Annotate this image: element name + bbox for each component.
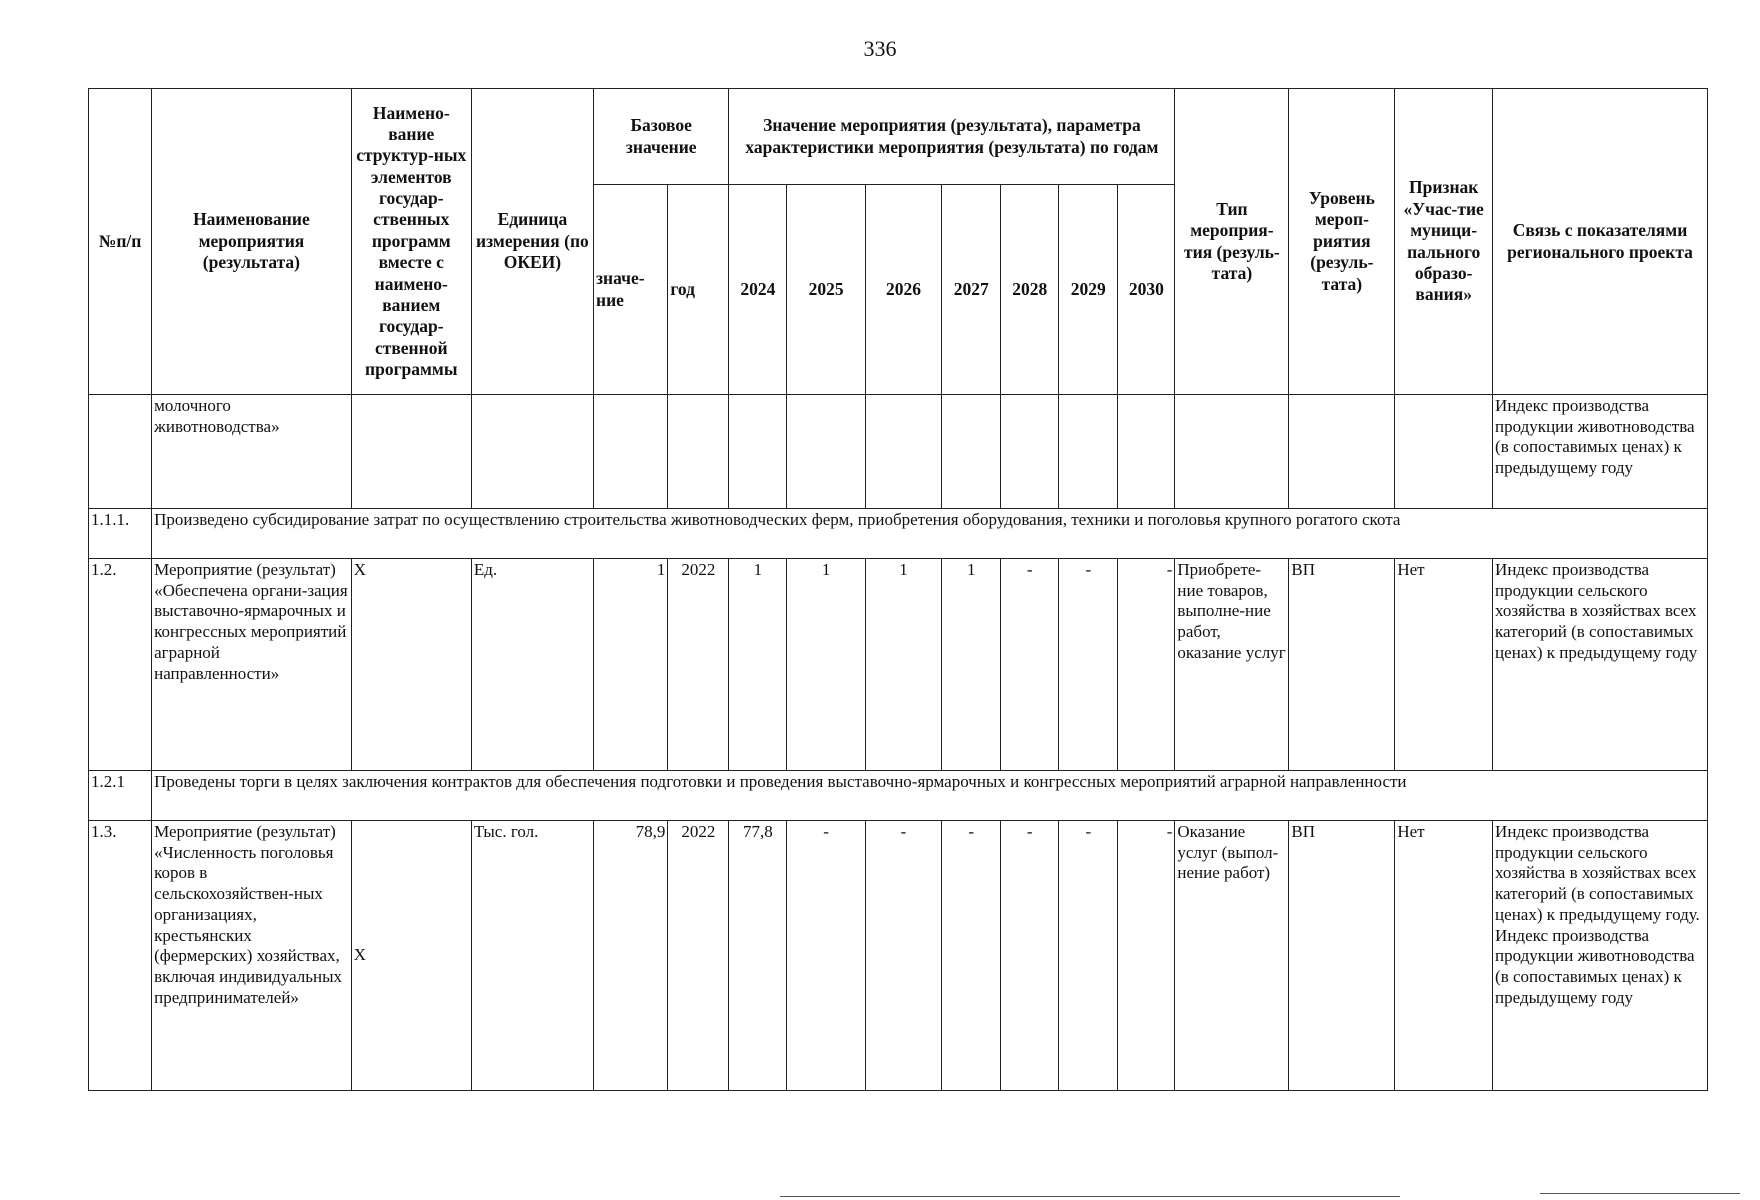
measures-table [88, 88, 1708, 1091]
cell-2029: - [1059, 559, 1118, 771]
header-year-2029: 2029 [1059, 185, 1118, 395]
cell-level: ВП [1289, 559, 1395, 771]
cell-name: молочного животноводства» [152, 395, 352, 509]
cell-num: 1.2. [89, 559, 152, 771]
header-type: Тип мероприя-тия (резуль-тата) [1175, 89, 1289, 395]
header-year-2027: 2027 [942, 185, 1001, 395]
cell-num: 1.1.1. [89, 509, 152, 559]
header-base: Базовое значение [594, 89, 729, 185]
cell-2030: - [1118, 559, 1175, 771]
cell-link: Индекс производства продукции животноводства (в сопоставимых ценах) к предыдущему году [1493, 395, 1708, 509]
cell-2027: - [942, 821, 1001, 1091]
cell-name: Мероприятие (результат) «Численность поголовья коров в сельскохозяйствен-ных организациях, крестьянских (фермерских) хозяйствах, включая индивидуальных предпринимателей» [152, 821, 352, 1091]
cell-base-value: 1 [594, 559, 668, 771]
cell-type: Оказание услуг (выпол-нение работ) [1175, 821, 1289, 1091]
header-year-2026: 2026 [865, 185, 941, 395]
header-link: Связь с показателями регионального проекта [1493, 89, 1708, 395]
cell-task-text: Произведено субсидирование затрат по осуществлению строительства животноводческих ферм, приобретения оборудования, техники и поголовья крупного рогатого скота [152, 509, 1708, 559]
cell-type: Приобрете-ние товаров, выполне-ние работ, оказание услуг [1175, 559, 1289, 771]
cell-link: Индекс производства продукции сельского хозяйства в хозяйствах всех категорий (в сопоставимых ценах) к предыдущему году [1493, 559, 1708, 771]
cell-num [89, 395, 152, 509]
header-base-year: год [668, 185, 729, 395]
cell-2024: 1 [729, 559, 787, 771]
cell-unit: Тыс. гол. [471, 821, 593, 1091]
cell-2025: - [787, 821, 865, 1091]
header-name: Наименование мероприятия (результата) [152, 89, 352, 395]
footer-rule [780, 1196, 1400, 1197]
cell-structural: X [351, 559, 471, 771]
cell-num: 1.2.1 [89, 771, 152, 821]
cell-2024: 77,8 [729, 821, 787, 1091]
cell-2027: 1 [942, 559, 1001, 771]
table-row-continued [89, 395, 1708, 509]
cell-unit: Ед. [471, 559, 593, 771]
cell-2025: 1 [787, 559, 865, 771]
header-year-2024: 2024 [729, 185, 787, 395]
header-structural: Наимено-вание структур-ных элементов государ-ственных программ вместе с наимено-ванием государ-ственной программы [351, 89, 471, 395]
cell-base-year: 2022 [668, 821, 729, 1091]
header-unit: Единица измерения (по ОКЕИ) [471, 89, 593, 395]
header-by-years: Значение мероприятия (результата), параметра характеристики мероприятия (результата) по годам [729, 89, 1175, 185]
header-year-2025: 2025 [787, 185, 865, 395]
footer-rule-right [1540, 1193, 1740, 1194]
cell-link: Индекс производства продукции сельского хозяйства в хозяйствах всех категорий (в сопоставимых ценах) к предыдущему году. Индекс производства продукции животноводства (в сопоставимых ценах) к предыдущему году [1493, 821, 1708, 1091]
cell-2026: - [865, 821, 941, 1091]
cell-municipal: Нет [1395, 559, 1493, 771]
table-row-1-3 [89, 821, 1708, 1091]
cell-2030: - [1118, 821, 1175, 1091]
cell-base-year: 2022 [668, 559, 729, 771]
page-number: 336 [863, 36, 897, 61]
header-base-value: значе-ние [594, 185, 668, 395]
header-level: Уровень мероп-риятия (резуль-тата) [1289, 89, 1395, 395]
cell-num: 1.3. [89, 821, 152, 1091]
table-row-1-1-1 [89, 509, 1708, 559]
cell-2028: - [1001, 821, 1059, 1091]
cell-2029: - [1059, 821, 1118, 1091]
table-row-1-2 [89, 559, 1708, 771]
header-num: №п/п [89, 89, 152, 395]
cell-2026: 1 [865, 559, 941, 771]
cell-structural: X [351, 821, 471, 1091]
cell-level: ВП [1289, 821, 1395, 1091]
cell-base-value: 78,9 [594, 821, 668, 1091]
header-year-2030: 2030 [1118, 185, 1175, 395]
table-row-1-2-1 [89, 771, 1708, 821]
cell-name: Мероприятие (результат) «Обеспечена органи-зация выставочно-ярмарочных и конгрессных мероприятий аграрной направленности» [152, 559, 352, 771]
cell-municipal: Нет [1395, 821, 1493, 1091]
header-year-2028: 2028 [1001, 185, 1059, 395]
header-municipal: Признак «Учас-тие муници-пального образо-вания» [1395, 89, 1493, 395]
cell-task-text: Проведены торги в целях заключения контрактов для обеспечения подготовки и проведения выставочно-ярмарочных и конгрессных мероприятий аграрной направленности [152, 771, 1708, 821]
cell-2028: - [1001, 559, 1059, 771]
